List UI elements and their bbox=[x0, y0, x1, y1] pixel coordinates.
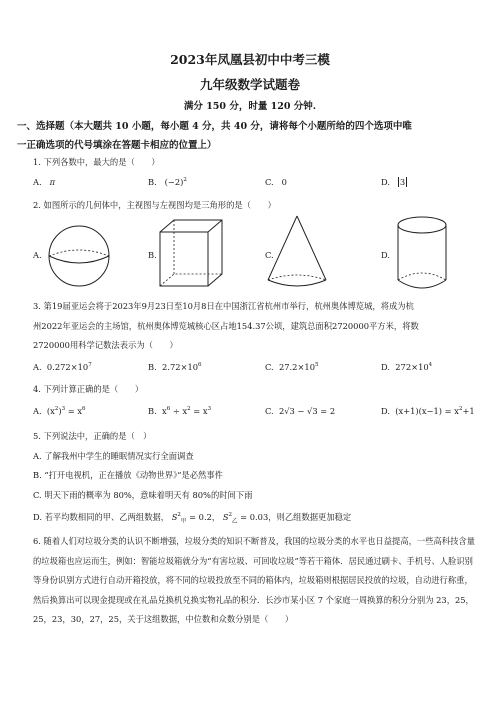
q5-d-v2: = 0.03 bbox=[240, 512, 269, 522]
q1-option-c bbox=[265, 177, 287, 187]
q4-a-outer-exp: 3 bbox=[61, 406, 66, 413]
q5-option-c: C. 明天下雨的概率为 80%，意味着明天有 80%的时间下雨 bbox=[33, 490, 253, 500]
q1-a-label: A. bbox=[33, 177, 42, 187]
q1-option-b bbox=[148, 177, 187, 187]
q4-b-exp1: 6 bbox=[166, 406, 171, 413]
q4-option-a bbox=[33, 406, 86, 416]
sphere-figure bbox=[44, 222, 114, 290]
q3-c-label: C. bbox=[265, 362, 274, 372]
q1-b-value: (−2) bbox=[164, 177, 184, 187]
q3-option-d bbox=[381, 362, 432, 372]
q1-stem: 1. 下列各数中，最大的是（ ） bbox=[33, 157, 160, 167]
q4-b-rhs: = x bbox=[193, 406, 208, 416]
q3-a-label: A. bbox=[33, 362, 42, 372]
cone-figure bbox=[262, 214, 332, 294]
q4-b-exp3: 3 bbox=[207, 406, 212, 413]
q5-d-s2: S bbox=[222, 512, 229, 522]
q5-d-sup2: 2 bbox=[228, 512, 233, 519]
q1-option-a bbox=[33, 177, 55, 187]
q5-d-v1: = 0.2 bbox=[189, 512, 212, 522]
q3-b-value: 2.72×10 bbox=[162, 362, 199, 372]
q4-c-label: C. bbox=[265, 406, 274, 416]
section-heading-line1: 一、选择题（本大题共 10 小题，每小题 4 分，共 40 分，请将每个小题所给的四个选项中唯 bbox=[17, 121, 412, 132]
q4-b-mid: ÷ x bbox=[172, 406, 188, 416]
q1-c-label: C. bbox=[265, 177, 274, 187]
q3-stem-line2: 州2022年亚运会的主场馆，杭州奥体博览城核心区占地154.37公顷，建筑总面积2720000平方米，将数 bbox=[33, 321, 419, 331]
q4-c-value: 2√3 − √3 = 2 bbox=[278, 406, 336, 416]
q4-a-rhs-exp: 6 bbox=[82, 406, 86, 413]
q3-option-c bbox=[265, 362, 318, 372]
q3-d-exponent: 4 bbox=[428, 362, 433, 369]
q3-c-exponent: 5 bbox=[314, 362, 319, 369]
q5-option-d bbox=[33, 511, 351, 525]
q4-option-b bbox=[148, 406, 211, 416]
q3-d-value: 272×10 bbox=[395, 362, 429, 372]
section-heading-line2: 一正确选项的代号填涂在答题卡相应的位置上） bbox=[17, 140, 217, 151]
exam-subtitle: 九年级数学试题卷 bbox=[199, 77, 300, 92]
q3-d-label: D. bbox=[381, 362, 390, 372]
q4-a-close: ) bbox=[58, 406, 62, 416]
q3-b-exponent: 6 bbox=[198, 362, 202, 369]
q1-a-value: π bbox=[49, 177, 56, 187]
q3-stem-line3: 2720000用科学记数法表示为（ ） bbox=[33, 340, 178, 350]
q2-a-label: A. bbox=[33, 250, 42, 260]
q4-d-value: (x+1)(x−1) = x bbox=[395, 406, 459, 416]
cube-figure bbox=[156, 216, 226, 292]
q5-d-sup1: 2 bbox=[177, 512, 181, 519]
q5-d-pre: D. 若平均数相同的甲、乙两组数据， bbox=[33, 512, 170, 522]
q1-d-value: 3 bbox=[399, 177, 406, 187]
q5-option-b: B. “打开电视机，正在播放《动物世界》”是必然事件 bbox=[33, 470, 223, 480]
q4-b-label: B. bbox=[148, 406, 157, 416]
q4-option-d bbox=[381, 406, 475, 416]
q4-option-c bbox=[265, 406, 335, 416]
q4-a-inner-exp: 2 bbox=[54, 406, 59, 413]
q3-a-exponent: 7 bbox=[88, 362, 92, 369]
q1-b-label: B. bbox=[148, 177, 157, 187]
q5-d-post: ，则乙组数据更加稳定 bbox=[268, 512, 352, 522]
q5-option-a: A. 了解我州中学生的睡眠情况实行全面调查 bbox=[33, 451, 194, 461]
q1-c-value: 0 bbox=[281, 177, 287, 187]
q4-d-exponent: 2 bbox=[458, 406, 463, 413]
q3-c-value: 27.2×10 bbox=[278, 362, 315, 372]
q4-a-label: A. bbox=[33, 406, 42, 416]
q2-d-label: D. bbox=[381, 250, 390, 260]
q3-option-b bbox=[148, 362, 202, 372]
q3-a-value: 0.272×10 bbox=[46, 362, 89, 372]
q4-b-x: x bbox=[162, 406, 167, 416]
q1-d-label: D. bbox=[381, 177, 390, 187]
q4-a-base: (x bbox=[46, 406, 55, 416]
q2-b-label: B. bbox=[148, 250, 157, 260]
q6-paragraph: 6. 随着人们对垃圾分类的认识不断增强，垃圾分类的知识不断普及，我国的垃圾分类的水平也日益提高，一些高科技含量的垃圾箱也应运而生，例如：智能垃圾箱就分为“有害垃圾、可回收垃圾”等若干箱体．居民通过刷卡、手机号、人脸识别等身份识别方式进行自动开箱投放，将不同的垃圾投放至不同的箱体内，垃圾箱则根据居民投放的垃圾，自动进行称重，然后换算出可以现金提现或在礼品兑换机兑换实物礼品的积分．长沙市某小区 7 个家庭一周换算的积分分别为 23，25，25，23，30，27，25，关于这组数据，中位数和众数分别是（ ） bbox=[33, 536, 475, 624]
q4-d-tail: +1 bbox=[462, 406, 475, 416]
q5-d-sub1: 甲 bbox=[180, 518, 187, 525]
q5-d-s1: S bbox=[171, 512, 178, 522]
q4-stem: 4. 下列计算正确的是（ ） bbox=[33, 384, 144, 394]
q3-b-label: B. bbox=[148, 362, 157, 372]
q3-stem-line1: 3. 第19届亚运会将于2023年9月23日至10月8日在中国浙江省杭州市举行，杭州奥体博览城，将成为杭 bbox=[33, 301, 414, 311]
q4-a-rhs: = x bbox=[67, 406, 83, 416]
q2-stem: 2. 如图所示的几何体中，主视图与左视图均是三角形的是（ ） bbox=[33, 200, 276, 210]
exam-meta: 满分 150 分，时量 120 分钟. bbox=[183, 101, 317, 112]
q3-option-a bbox=[33, 362, 92, 372]
q1-b-exponent: 2 bbox=[183, 177, 187, 184]
q4-b-exp2: 2 bbox=[187, 406, 191, 413]
q5-d-comma: ， bbox=[211, 512, 221, 522]
q1-option-d bbox=[381, 177, 407, 187]
cylinder-figure bbox=[392, 214, 452, 294]
q5-d-sub2: 乙 bbox=[232, 518, 238, 525]
q2-c-label: C. bbox=[265, 250, 274, 260]
exam-title: 2023年凤凰县初中中考三模 bbox=[170, 52, 330, 67]
q4-d-label: D. bbox=[381, 406, 390, 416]
q5-stem: 5. 下列说法中，正确的是（ ） bbox=[33, 431, 152, 441]
